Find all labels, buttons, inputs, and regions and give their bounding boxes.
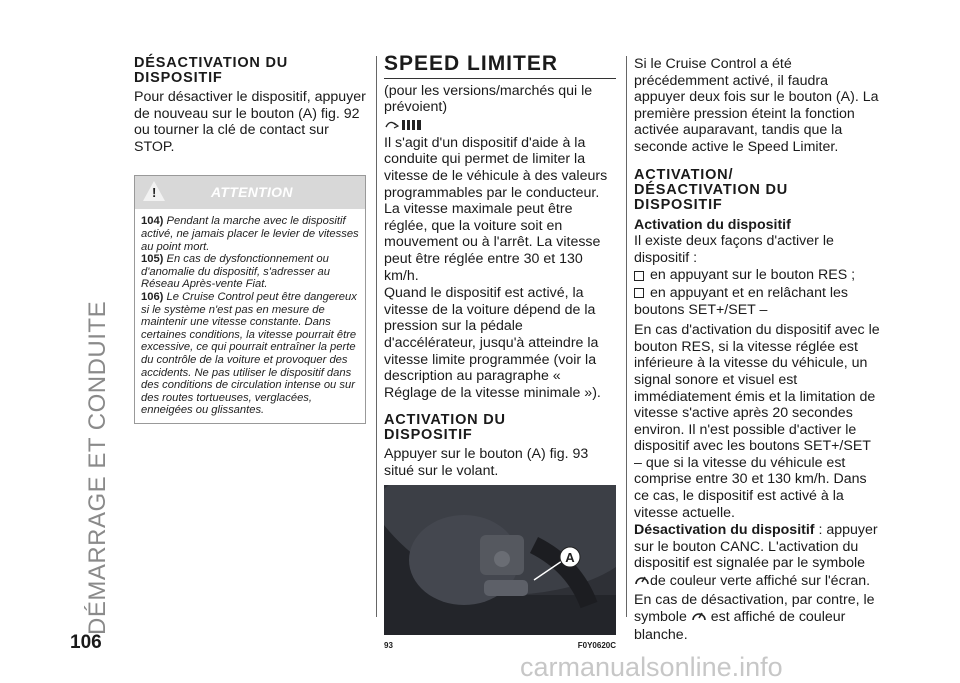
speed-limiter-intro: Il s'agit d'un dispositif d'aide à la conduite qui permet de limiter la vitesse de le véhicule à des valeurs programmables par le conducteur. La vitesse maximale peut être réglée, que la voiture soit en mouvement ou à l'arrêt. La vitesse peut être réglée entre 30 et 130 km/h. xyxy=(384,134,608,284)
bullet-item: en appuyant et en relâchant les boutons SET+/SET – xyxy=(634,284,848,318)
column-divider xyxy=(376,56,377,617)
attention-item: 105) En cas de dysfonctionnement ou d'anomalie du dispositif, s'adresser au Réseau Après-vente Fiat. xyxy=(141,253,330,291)
deactivation-text: Pour désactiver le dispositif, appuyer de nouveau sur le bouton (A) fig. 92 ou tourner la clé de contact sur STOP. xyxy=(134,89,366,155)
deactivation-paragraph: Désactivation du dispositif : appuyer sur le bouton CANC. L'activation du dispositif est signalée par le symbole de couleur verte affiché sur l'écran. xyxy=(634,522,878,590)
figure-code: F0Y0620C xyxy=(577,641,616,651)
versions-note: (pour les versions/marchés qui le prévoient) xyxy=(384,82,593,116)
heading-deactivation: DÉSACTIVATION DU DISPOSITIF xyxy=(134,55,289,86)
heading-activation-deactivation: ACTIVATION/ DÉSACTIVATION DU DISPOSITIF xyxy=(634,166,789,213)
watermark: carmanualsonline.info xyxy=(520,652,783,682)
column-divider xyxy=(626,56,627,617)
attention-item: 106) Le Cruise Control peut être dangereux si le système n'est pas en mesure de maintenir une vitesse constante. Dans certaines conditions, la vitesse pourrait être excessive, ce qui pourrait entraîner la perte du contrôle de la voiture et provoquer des accidents. Ne pas utiliser le dispositif dans des conditions de circulation intense ou sur des routes tortueuses, verglacées, enneigées ou glissantes. xyxy=(141,290,357,417)
page-number: 106 xyxy=(70,632,102,653)
speed-limiter-para2: Quand le dispositif est activé, la vitesse de la voiture dépend de la pression sur la pédale d'accélérateur, jusqu'à atteindre la vitesse limite programmée (voir la description au paragraphe « Réglage de la vitesse minimale »). xyxy=(384,285,601,401)
attention-header xyxy=(135,176,365,209)
steering-wheel-figure xyxy=(384,485,616,635)
warning-triangle-icon xyxy=(143,181,165,201)
speed-limiter-icon xyxy=(634,572,650,591)
deactivation-symbol-paragraph: En cas de désactivation, par contre, le symbole est affiché de couleur blanche. xyxy=(634,591,875,643)
heading-speed-limiter: SPEED LIMITER xyxy=(384,56,616,79)
bullet-icon xyxy=(634,288,644,298)
cruise-control-note: Si le Cruise Control a été précédemment activé, il faudra appuyer deux fois sur le bouton (A). La première pression éteint la fonction activée auparavant, tandis que la seconde active le Speed Limiter. xyxy=(634,56,879,155)
figure-number: 93 xyxy=(384,641,393,651)
speed-limiter-icon xyxy=(691,608,707,627)
bullet-item: en appuyant sur le bouton RES ; xyxy=(634,267,882,284)
attention-item: 104) Pendant la marche avec le dispositif activé, ne jamais placer le levier de vitesses au point mort. xyxy=(141,215,359,253)
attention-body xyxy=(135,209,365,423)
attention-title: ATTENTION xyxy=(211,184,293,201)
svg-text:A: A xyxy=(565,550,575,566)
activation-ways-text: Il existe deux façons d'activer le dispositif : xyxy=(634,233,834,266)
section-sidebar-title: DÉMARRAGE ET CONDUITE xyxy=(84,300,111,635)
column-2 xyxy=(384,52,616,655)
option-icon xyxy=(384,117,616,135)
heading-activation: ACTIVATION DU DISPOSITIF xyxy=(384,412,506,444)
subheading-activation: Activation du dispositif xyxy=(634,216,791,233)
activation-details: En cas d'activation du dispositif avec le bouton RES, si la vitesse réglée est inférieure à la vitesse du véhicule, un signal sonore et visuel est immédiatement émis et la limitation de vitesse s'active après 20 secondes environ. Il n'est possible d'activer le dispositif avec les boutons SET+/SET – que si la vitesse du véhicule est comprise entre 30 et 130 km/h. Dans ce cas, le dispositif est activé à la vitesse actuelle. xyxy=(634,322,880,521)
column-1 xyxy=(134,56,366,424)
bullet-icon xyxy=(634,271,644,281)
subheading-deactivation: Désactivation du dispositif xyxy=(634,522,815,539)
activation-text: Appuyer sur le bouton (A) fig. 93 situé sur le volant. xyxy=(384,446,589,479)
attention-box xyxy=(134,175,366,424)
column-3 xyxy=(634,56,882,644)
